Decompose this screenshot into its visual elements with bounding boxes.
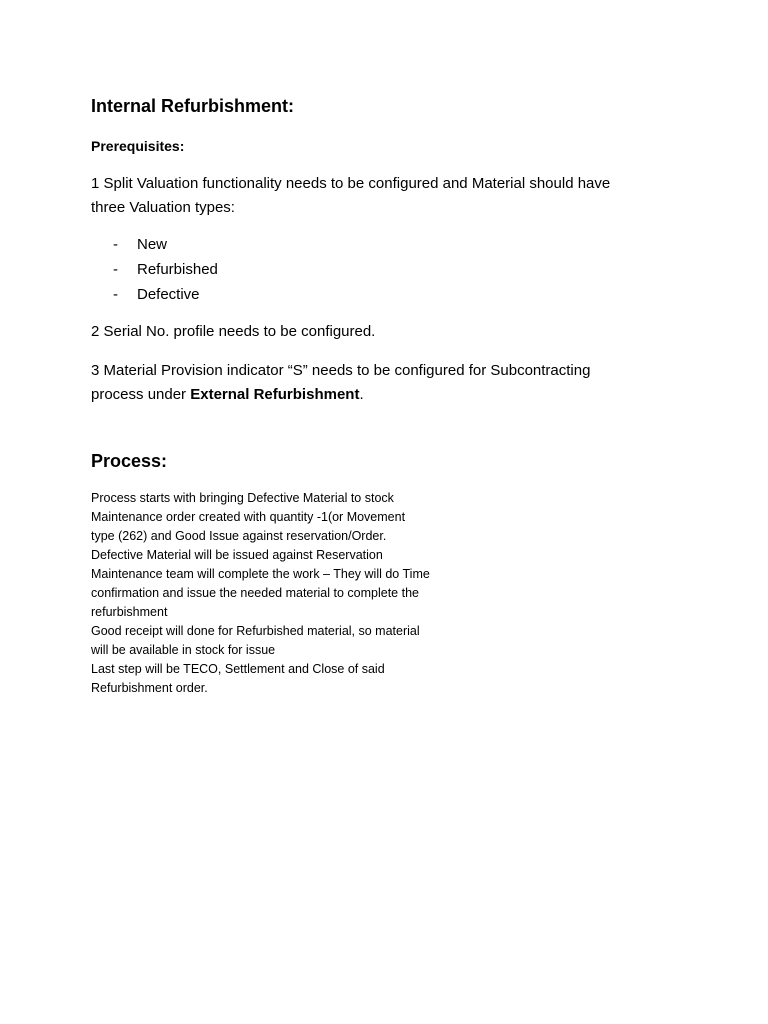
prerequisites-heading: Prerequisites: [91,138,185,154]
list-item [91,232,691,257]
process-line: Defective Material will be issued against Reservation [91,548,383,562]
list-item-text: New [137,236,168,253]
list-item [91,257,691,282]
process-line: Process starts with bringing Defective Material to stock [91,491,394,505]
document-body [91,94,691,698]
item-text-prefix: process under [91,386,191,403]
process-line: refurbishment [91,605,168,619]
process-line: Last step will be TECO, Settlement and Close of said [91,662,385,676]
item-text: Serial No. profile needs to be configured. [103,323,376,340]
bullet-dash: - [113,261,118,278]
list-item-text: Refurbished [137,261,218,278]
process-line: Good receipt will done for Refurbished material, so material [91,624,420,638]
item-text-continued: three Valuation types: [91,199,235,216]
bullet-dash: - [113,236,118,253]
item-text-suffix: . [359,386,364,403]
item-number: 3 [91,362,100,379]
prerequisite-item-3 [91,359,691,407]
process-line: Maintenance order created with quantity -1(or Movement [91,510,406,524]
process-line: confirmation and issue the needed material to complete the [91,586,419,600]
list-item-text: Defective [137,286,200,303]
process-description [91,489,691,698]
item-number: 2 [91,323,100,340]
item-number: 1 [91,175,100,192]
item-text: Split Valuation functionality needs to be configured and Material should have [103,175,611,192]
prerequisite-item-1 [91,172,691,220]
process-line: type (262) and Good Issue against reservation/Order. [91,529,387,543]
valuation-types-list [91,232,691,307]
process-line: will be available in stock for issue [91,643,276,657]
process-heading: Process: [91,451,168,471]
page-title: Internal Refurbishment: [91,96,295,116]
external-refurbishment-emphasis: External Refurbishment [190,386,360,403]
process-line: Maintenance team will complete the work – They will do Time [91,567,430,581]
bullet-dash: - [113,286,118,303]
prerequisite-item-2 [91,320,691,344]
item-text: Material Provision indicator “S” needs to be configured for Subcontracting [103,362,591,379]
list-item [91,282,691,307]
process-line: Refurbishment order. [91,681,208,695]
